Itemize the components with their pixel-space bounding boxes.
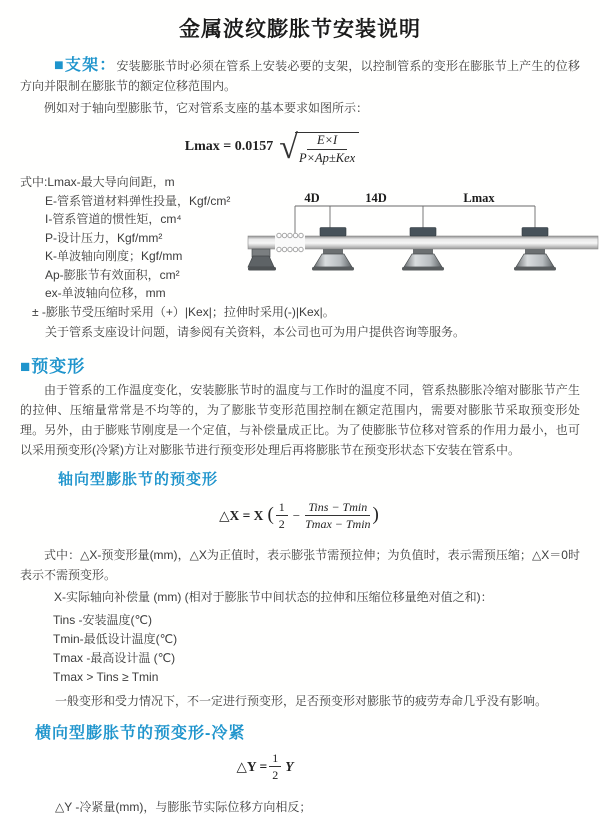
def-item: ex-单波轴向位移，mm [45,286,166,300]
left-paren: ( [267,503,274,525]
guide-spacing-formula [0,127,572,167]
def-item: K-单波轴向刚度；Kgf/mm [45,249,183,263]
one-half-fraction: $\frac{1}{2}$ [276,500,288,531]
anchor-support [248,249,276,271]
axial-desc-1: 式中：△X-预变形量(mm)，△X为正值时，表示膨张节需预拉伸；为负值时，表示需预压缩；△X＝0时表示不需预变形。 [20,547,580,582]
minus-operator: − [292,507,301,523]
temp-def: Tmin-最低设计温度(℃) [53,631,178,646]
temperature-fraction: $\frac{\text{Tins − Tmin}}{Tmax - Tmin}$ [305,500,371,531]
support-intro-text: 安装膨胀节时必须在管系上安装必要的支架，以控制管系的变形在膨胀节上产生的位移方向并限制在膨胀节的额定位移范围内。 [20,59,580,93]
fraction-denominator: P×Ap±Kex [298,151,356,165]
section-marker-square: ■ [54,57,65,74]
bellows-section [275,233,305,251]
one-half-fraction: $\frac{1}{2}$ [269,751,281,782]
right-paren: ) [372,503,379,525]
dim-label-14d: 14D [365,191,387,205]
pipe-support-diagram [248,192,598,287]
predeform-paragraph: 由于管系的工作温度变化，安装膨胀节时的温度与工作时的温度不同，管系热膨胀冷缩对膨胀节产生的拉伸、压缩量常常是不均等的，为了膨胀节变形范围控制在额定范围内，需要对膨胀节采取预变形处理。另外，由于膨账节刚度是一个定值，与补偿量成正比。为了使膨胀节位移对管系的作用力最小，也可以采用预变形(冷紧)方让对膨胀节进行预变形处理后再将膨胀节在预变形状态下安装在管系中。 [20,382,580,457]
radicand-fraction [295,132,359,166]
fraction-numerator: E×I [307,133,347,150]
def-item: I-管系管道的惯性矩，cm⁴ [45,212,182,226]
support-example-text: 例如对于轴向型膨胀节，它对管系支座的基本要求如图所示： [44,101,369,115]
predeform-section-heading: ■预变形 [20,356,86,376]
lateral-desc: △Y -冷紧量(mm)，与膨胀节实际位移方向相反； [55,799,312,814]
lateral-predeform-formula [0,751,565,783]
temp-def: Tmax -最高设计温 (℃) [53,650,176,665]
defs-lead: 式中:Lmax-最大导向间距，m [20,175,175,189]
support-paragraph [20,56,580,96]
section-marker-square: ■ [20,356,32,376]
service-note: 关于管系支座设计问题，请参阅有关资料，本公司也可为用户提供咨询等服务。 [45,325,466,339]
sqrt-expression [279,128,359,166]
page-title: 金属波纹膨胀节安装说明 [179,18,421,41]
axial-predeform-heading: 轴向型膨胀节的预变形 [58,470,219,488]
axial-desc-2: X-实际轴向补偿量 (mm) (相对于膨胀节中间状态的拉伸和压缩位移量绝对值之和)： [54,589,493,604]
formula-rhs: Y [285,758,294,774]
dim-label-4d: 4D [304,191,320,205]
temp-def: Tmax > Tins ≥ Tmin [53,669,159,684]
temp-def: Tins -安装温度(℃) [53,612,153,627]
sqrt-symbol: √ [279,129,298,166]
def-item: E-管系管道材料弹性投量，Kgf/cm² [45,193,231,208]
formula-lhs: △X = X [219,507,264,523]
formula-lhs: △Y = [236,758,268,774]
support-section-heading: ■支架： [54,57,117,74]
dim-label-lmax: Lmax [463,191,495,205]
def-item: Ap-膨胀节有效面积，cm² [45,267,180,282]
lateral-predeform-heading: 横向型膨胀节的预变形-冷紧 [35,724,246,742]
def-item: P-设计压力，Kgf/mm² [45,230,163,245]
temperature-definitions [20,611,580,687]
axial-general-note: 一般变形和受力情况下，不一定进行预变形，足否预变形对膨胀节的疲劳寿命几乎没有影响。 [55,693,548,708]
axial-predeform-formula [0,499,600,533]
formula-lhs: Lmax = 0.0157 [184,139,274,154]
plus-minus-note: ± -膨胀节受压缩时采用（+）|Kex|；拉伸时采用(-)|Kex|。 [32,304,335,319]
